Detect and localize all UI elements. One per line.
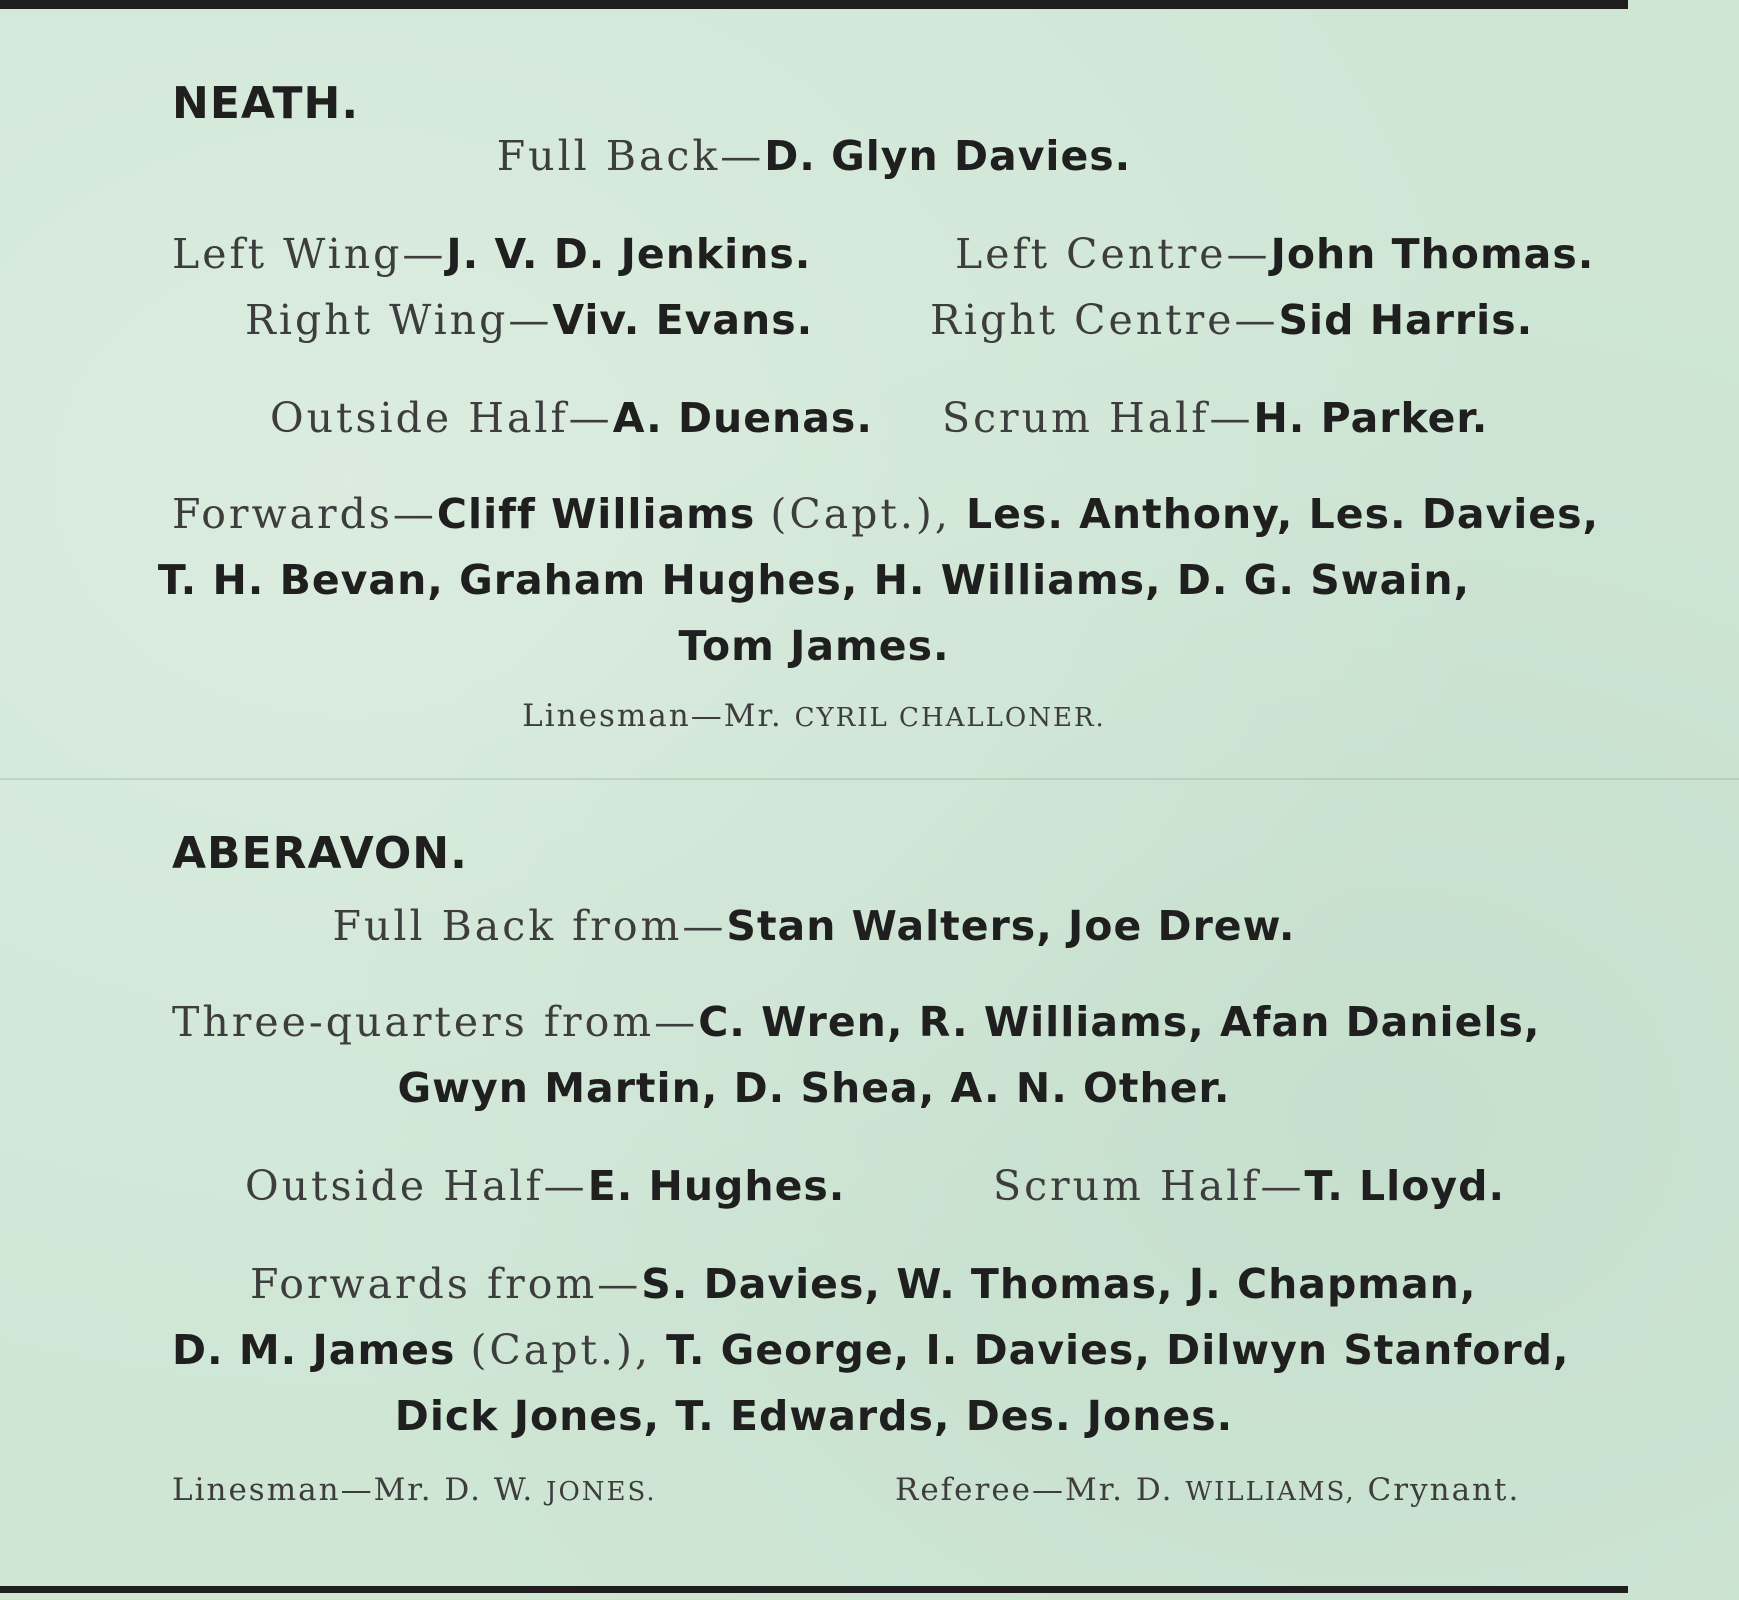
neath-linesman xyxy=(0,698,1628,734)
neath-right-wing xyxy=(245,296,813,344)
neath-forwards-line-1 xyxy=(172,490,1599,538)
aberavon-referee xyxy=(895,1472,1520,1508)
three-quarters-names: C. Wren, R. Williams, Afan Daniels, xyxy=(698,998,1541,1046)
neath-right-centre xyxy=(930,296,1533,344)
neath-forwards-line-2 xyxy=(0,556,1628,604)
referee-place: Crynant. xyxy=(1367,1472,1521,1508)
aberavon-scrum-half xyxy=(993,1162,1505,1210)
forwards-names: T. George, I. Davies, Dilwyn Stanford, xyxy=(666,1326,1570,1374)
scrum-half-name: H. Parker. xyxy=(1253,394,1489,442)
right-wing-label: Right Wing— xyxy=(245,296,553,344)
left-wing-name: J. V. D. Jenkins. xyxy=(446,230,812,278)
right-centre-name: Sid Harris. xyxy=(1278,296,1534,344)
forwards-names: T. H. Bevan, Graham Hughes, H. Williams, D. G. Swain, xyxy=(157,556,1471,604)
forwards-names: Tom James. xyxy=(678,622,950,670)
right-wing-name: Viv. Evans. xyxy=(552,296,814,344)
forwards-names: Les. Anthony, Les. Davies, xyxy=(966,490,1600,538)
aberavon-outside-half xyxy=(245,1162,845,1210)
right-centre-label: Right Centre— xyxy=(930,296,1279,344)
outside-half-name: A. Duenas. xyxy=(612,394,873,442)
aberavon-forwards-line-1 xyxy=(250,1260,1476,1308)
neath-full-back-line xyxy=(0,132,1628,180)
forwards-label: Forwards— xyxy=(172,490,437,538)
neath-left-centre xyxy=(955,230,1594,278)
aberavon-three-quarters-line-2 xyxy=(0,1064,1628,1112)
outside-half-label: Outside Half— xyxy=(245,1162,588,1210)
three-quarters-names: Gwyn Martin, D. Shea, A. N. Other. xyxy=(397,1064,1231,1112)
neath-outside-half xyxy=(270,394,873,442)
full-back-name: D. Glyn Davies. xyxy=(764,132,1132,180)
neath-forwards-line-3 xyxy=(0,622,1628,670)
neath-scrum-half xyxy=(942,394,1488,442)
referee-label: Referee—Mr. D. xyxy=(895,1472,1174,1508)
left-centre-name: John Thomas. xyxy=(1270,230,1595,278)
aberavon-forwards-line-2 xyxy=(172,1326,1570,1374)
outside-half-label: Outside Half— xyxy=(270,394,613,442)
outside-half-name: E. Hughes. xyxy=(587,1162,846,1210)
team-heading-aberavon: ABERAVON. xyxy=(172,828,468,879)
full-back-label: Full Back— xyxy=(496,132,765,180)
left-centre-label: Left Centre— xyxy=(955,230,1271,278)
captain-name: Cliff Williams xyxy=(436,490,756,538)
forwards-names: Dick Jones, T. Edwards, Des. Jones. xyxy=(394,1392,1234,1440)
captain-name: D. M. James xyxy=(172,1326,456,1374)
paper-crease xyxy=(0,778,1739,780)
team-heading-neath: NEATH. xyxy=(172,78,360,129)
referee-name: WILLIAMS, xyxy=(1185,1477,1356,1507)
forwards-label: Forwards from— xyxy=(250,1260,642,1308)
bottom-rule xyxy=(0,1586,1628,1593)
linesman-name: CYRIL CHALLONER. xyxy=(794,703,1106,733)
aberavon-full-back-line xyxy=(0,902,1628,950)
full-back-names: Stan Walters, Joe Drew. xyxy=(726,902,1296,950)
scrum-half-label: Scrum Half— xyxy=(993,1162,1305,1210)
scrum-half-label: Scrum Half— xyxy=(942,394,1254,442)
aberavon-three-quarters-line-1 xyxy=(172,998,1540,1046)
captain-note: (Capt.), xyxy=(770,490,951,538)
left-wing-label: Left Wing— xyxy=(172,230,447,278)
captain-note: (Capt.), xyxy=(470,1326,652,1374)
linesman-label: Linesman—Mr. D. W. xyxy=(172,1472,535,1508)
top-rule xyxy=(0,0,1628,9)
linesman-name: JONES. xyxy=(546,1477,657,1507)
forwards-names: S. Davies, W. Thomas, J. Chapman, xyxy=(641,1260,1477,1308)
scrum-half-name: T. Lloyd. xyxy=(1304,1162,1506,1210)
neath-left-wing xyxy=(172,230,811,278)
linesman-label: Linesman—Mr. xyxy=(522,698,783,734)
aberavon-linesman xyxy=(172,1472,657,1508)
full-back-label: Full Back from— xyxy=(332,902,727,950)
three-quarters-label: Three-quarters from— xyxy=(172,998,699,1046)
aberavon-forwards-line-3 xyxy=(0,1392,1628,1440)
